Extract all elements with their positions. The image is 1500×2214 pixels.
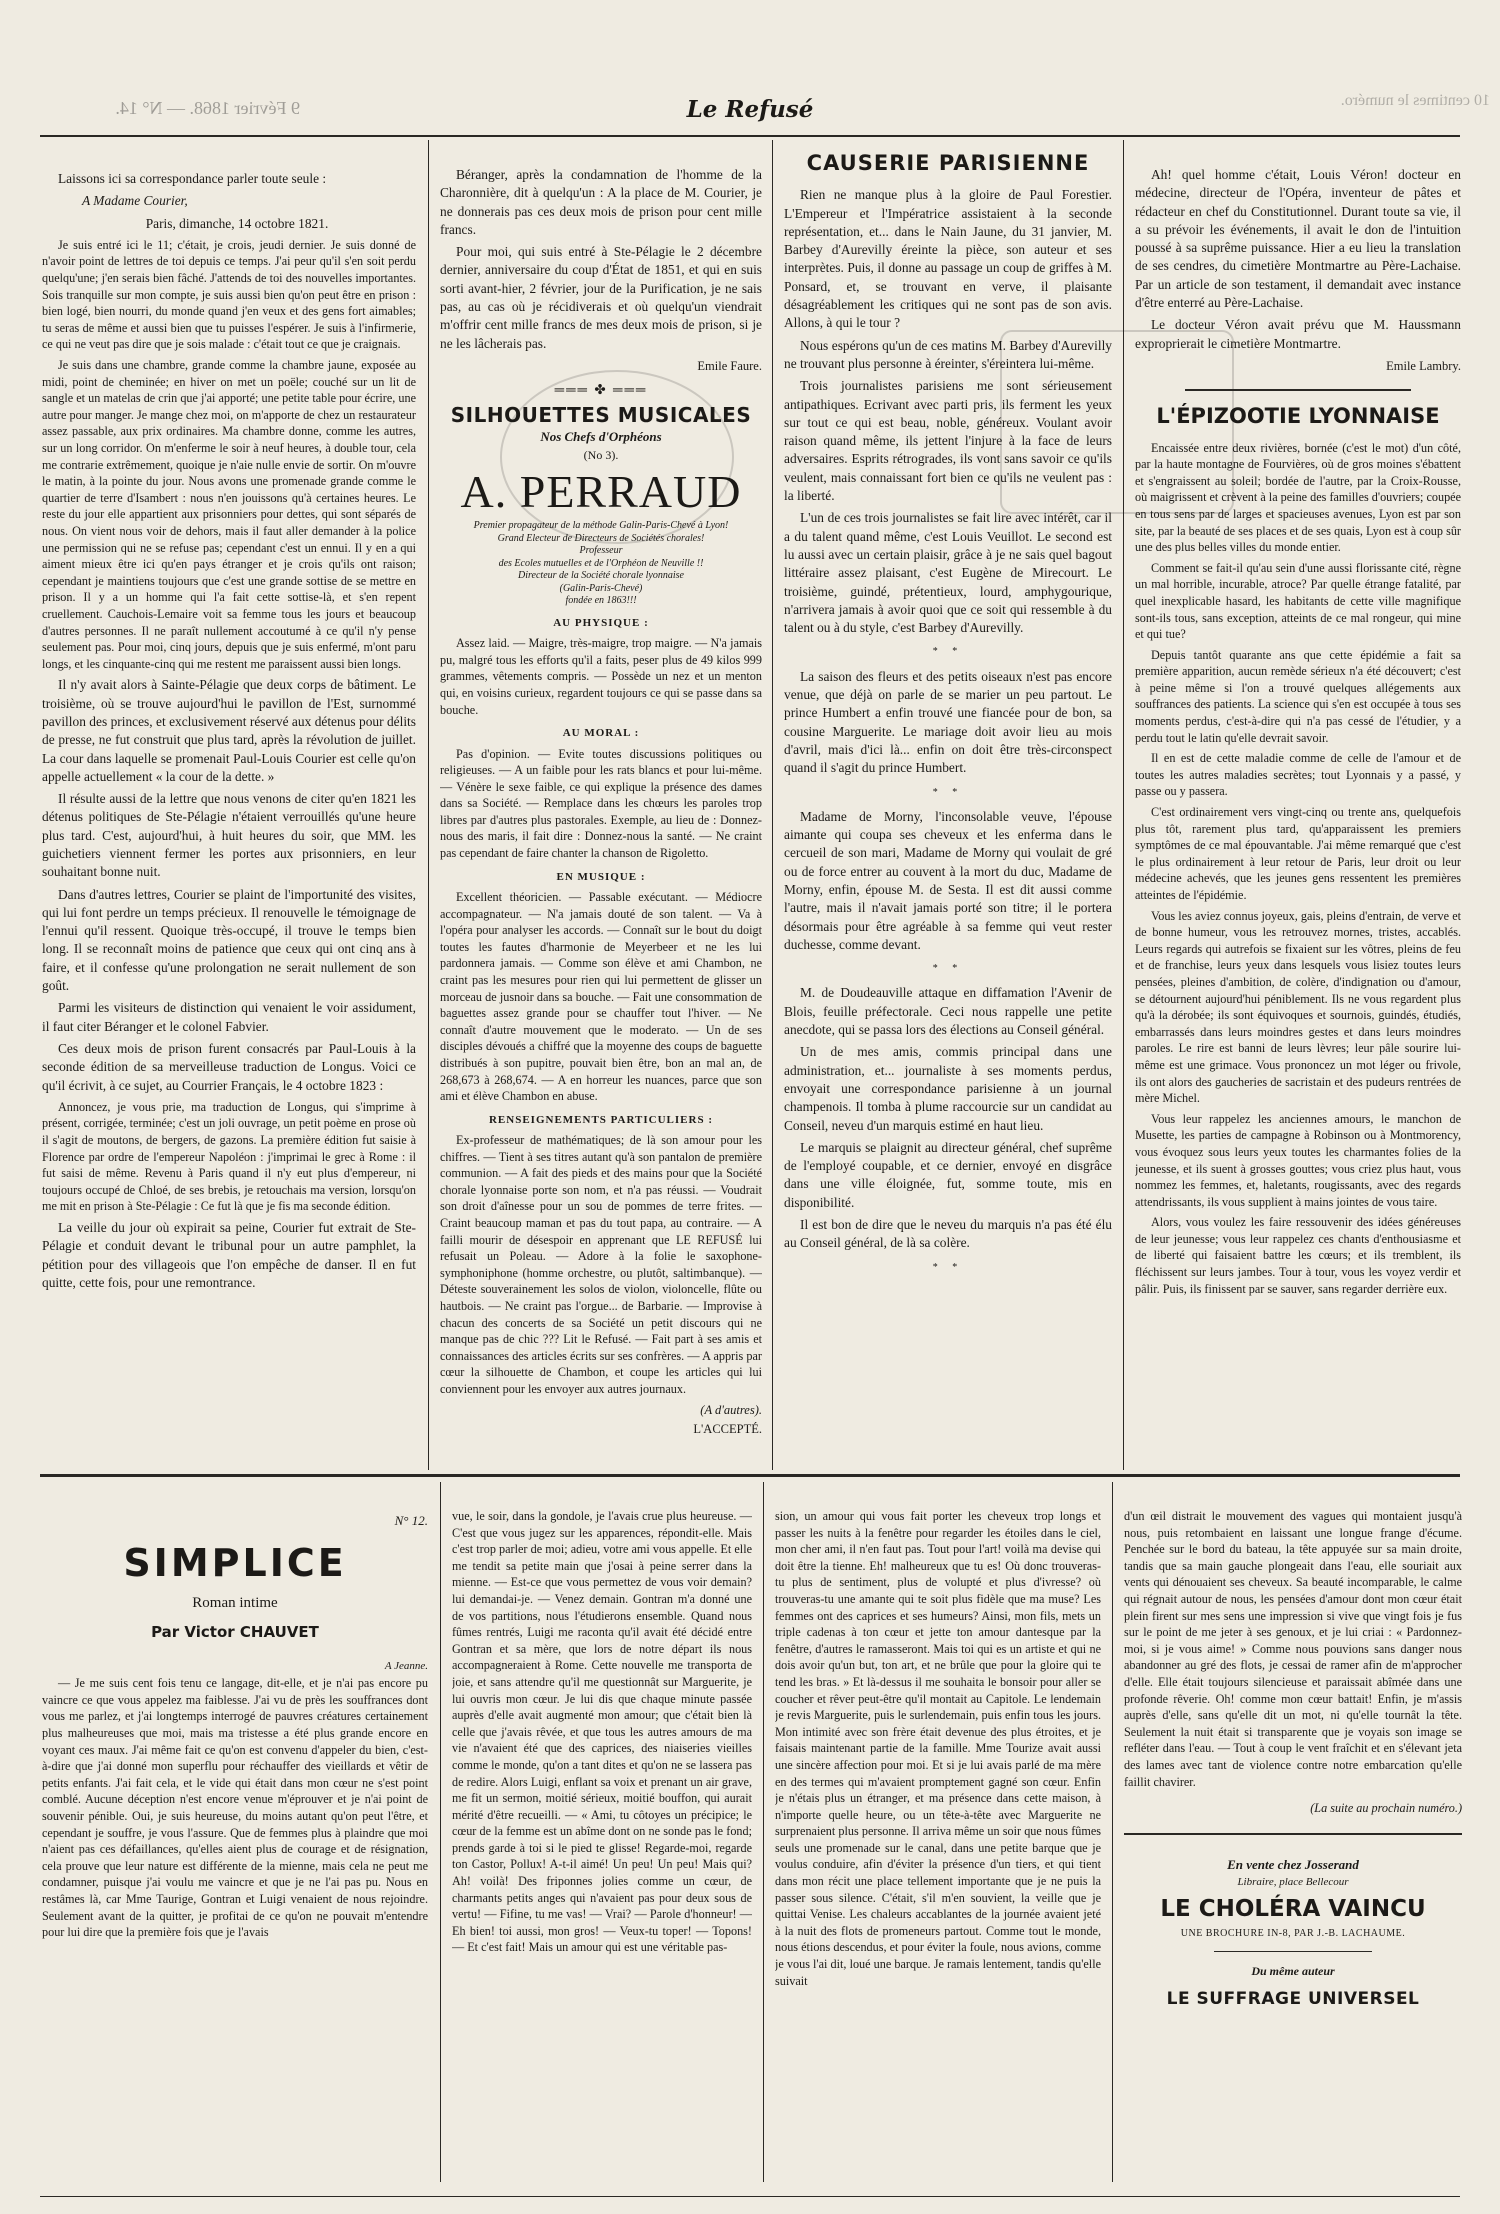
letter-dateline: Paris, dimanche, 14 octobre 1821. [145, 215, 329, 231]
signature: Emile Faure. [697, 358, 762, 373]
paragraph: Encaissée entre deux rivières, bornée (c'est le mot) d'un côté, par la haute montagne de Fourvières, où de gros moines s'ébattent et s'engraissent au soleil; bordée de l'autre, par la Croix-Rousse, où maigrissent et crèvent à la peine des familles d'ouvriers; coupée en tous sens par de larges et spacieuses avenues, Lyon est par son site, par la beauté de ses places et de ses quais, Lyon est à coup sûr une des plus belles villes du monde entier. [1135, 440, 1461, 555]
mirror-date: 9 Février 1868. — N° 14. [115, 98, 300, 118]
column-rule [1112, 1482, 1113, 2182]
novel-author: Par Victor CHAUVET [151, 1622, 319, 1641]
paragraph: Il est bon de dire que le neveu du marquis n'a pas été élu au Conseil général, de là sa colère. [784, 1217, 1112, 1251]
profile-name: A. PERRAUD [460, 466, 742, 518]
novel-subtitle: Roman intime [192, 1595, 278, 1612]
bio-line: Grand Electeur de Directeurs de Sociétés chorales! [497, 532, 705, 544]
series-number: (No 3). [583, 448, 619, 463]
ad-line: Libraire, place Bellecour [1237, 1875, 1349, 1888]
ad-title: LE SUFFRAGE UNIVERSEL [1166, 1988, 1420, 2009]
feuilleton-number: N° 12. [394, 1513, 428, 1528]
paragraph: Il résulte aussi de la lettre que nous venons de citer qu'en 1821 les détenus politiques de Ste-Pélagie n'étaient verrouillés qu'une heure plus tard. C'est, aujourd'hui, à huit heures du soir, que MM. les guichetiers viennent fermer les portes aux prisonniers, en leur souhaitant bonne nuit. [42, 791, 416, 880]
bio-line: (Galin-Paris-Chevé) [559, 582, 643, 594]
subheading: EN MUSIQUE : [556, 870, 646, 883]
paragraph: Parmi les visiteurs de distinction qui venaient le voir assidument, il faut citer Béranger et le colonel Fabvier. [42, 1000, 416, 1034]
column-1 [42, 170, 416, 1460]
section-title: CAUSERIE PARISIENNE [806, 151, 1090, 175]
ad-line: En vente chez Josserand [1227, 1856, 1359, 1872]
column-rule [440, 1482, 441, 2182]
feuilleton-rule [40, 1474, 1460, 1477]
subheading: AU PHYSIQUE : [553, 616, 649, 629]
paragraph: Pas d'opinion. — Evite toutes discussions politiques ou religieuses. — A un faible pour les rats blancs et pour lui-même. — Vénère le sexe faible, ce qui explique la présence des dames dans sa Société. — Remplace dans les chœurs les paroles trop libres par d'autres plus pastorales. Exemple, au lieu de : Donnez-nous des maris, il fait dire : Donnez-nous la santé. — Ne craint pas cependant de faire chanter la chanson de Rigoletto. [440, 746, 762, 861]
column-4 [1135, 166, 1461, 1460]
intro-line: Laissons ici sa correspondance parler toute seule : [58, 171, 327, 186]
title-rule [1185, 389, 1411, 391]
separator-stars: * * [932, 963, 964, 975]
paragraph: Nous espérons qu'un de ces matins M. Barbey d'Aurevilly ne trouvant plus personne à éreinter, s'éreintera lui-même. [784, 337, 1112, 371]
paragraph: Le marquis se plaignit au directeur général, chef suprême de l'employé coupable, et ce dernier, envoyé en disgrâce dans une ville éloignée, fut, somme toute, mis en disponibilité. [784, 1139, 1112, 1210]
paragraph: d'un œil distrait le mouvement des vagues qui montaient jusqu'à nous, puis retombaient en laissant une longue frange d'écume. Penchée sur le bord du bateau, la tête appuyée sur sa main droite, tandis que sa main gauche plongeait dans l'eau, elle souriait aux vents qui dénouaient ses cheveux. Sa beauté incomparable, le calme qui régnait autour de nous, les pensées d'amour dont mon cœur était plein firent sur mes sens une impression si vive que vingt fois je fus sur le point de me jeter à ses genoux, et je lui criai : « Pardonnez-moi, si je vous aime! » Comme nous pouvions sans danger nous abandonner au gré des flots, je cessai de ramer afin de m'approcher d'elle. Elle était toujours silencieuse et paraissait abîmée dans une profonde rêverie. Oh! comme mon cœur battait! Enfin, je m'assis auprès d'elle, sans qu'elle dit un mot, ni qu'elle tournât la tête. Seulement la nuit était si transparente que je voyais son image se refléter dans l'eau. — Tout à coup le vent fraîchit et en s'élevant jeta des lames avec tant de violence contre notre embarcation qu'elle faillit chavirer. [1124, 1509, 1462, 1789]
signature: L'ACCEPTÉ. [693, 1421, 762, 1436]
paragraph: C'est ordinairement vers vingt-cinq ou trente ans, quelquefois plus tôt, rarement plus tard, qu'apparaissent les premiers symptômes de ce mal épouvantable. J'ai même remarqué que c'est le plus ordinairement à leur retour de Paris, leur droit ou leur médecine achevés, que les jeunes gens ressentent les premières atteintes de l'épidémie. [1135, 805, 1461, 902]
paragraph: Comment se fait-il qu'au sein d'une aussi florissante cité, règne un mal horrible, incurable, atroce? Par quelle étrange fatalité, par quel inexplicable hasard, les habitants de cette ville magnifique sont-ils tous, sans exception, atteints de ce mal rongeur, qui mine et qui tue? [1135, 560, 1461, 642]
paragraph: Rien ne manque plus à la gloire de Paul Forestier. L'Empereur et l'Impératrice assistaient à la seconde représentation, et... dans le Nain Jaune, du 31 janvier, M. Barbey d'Aurevilly éreinte la pièce, son auteur et ses interprètes. Puis, il donne au passage un coup de griffes à M. Ponsard, et, se trouvant en verve, il plaisante désagréablement les critiques qui ne sont pas de son avis. Allons, à qui le tour ? [784, 187, 1112, 331]
paragraph: Un de mes amis, commis principal dans une administration, et... journaliste à ses moments perdus, envoyait une correspondance parisienne à un journal champenois. Il tomba à plume raccourcie sur un candidat au Conseil, neveu d'un marquis estimé en haut lieu. [784, 1044, 1112, 1133]
paragraph: Dans d'autres lettres, Courier se plaint de l'importunité des visites, qui lui font perdre un temps précieux. Il renouvelle le témoignage de l'ennui qu'il ressent. Quoique très-occupé, il trouve le temps bien long. Il se reconnaît moins de patience que ceux qui ont cinq ans à faire, et il confesse qu'une prolongation ne serait nullement de son goût. [42, 886, 416, 994]
paragraph: Trois journalistes parisiens me sont sérieusement antipathiques. Ecrivant avec parti pris, ils ferment les yeux sur tout ce qui est beau, noble, généreux. Voulant avoir raison quand même, ils jettent l'injure à la face de leurs adversaires. Esprits rétrogrades, ils vont sans savoir ce qu'ils veulent, mais connaissant fort bien ce qu'ils ne veulent pas : la liberté. [784, 378, 1112, 504]
column-rule [763, 1482, 764, 2182]
paragraph: Ces deux mois de prison furent consacrés par Paul-Louis à la seconde édition de sa merveilleuse traduction de Longus. Voici ce qu'il écrivit, à ce sujet, au Courrier Français, le 4 octobre 1823 : [42, 1040, 416, 1093]
column-2 [440, 166, 762, 1460]
series-title: Nos Chefs d'Orphéons [540, 428, 662, 444]
paragraph: vue, le soir, dans la gondole, je l'avais crue plus heureuse. — C'est que vous jugez sur les apparences, répondit-elle. Mais c'est trop parler de moi; adieu, votre ami vous appelle. Et elle me tendit sa petite main que j'osai à peine serrer dans la mienne. — Est-ce que vous permettez de vous voir demain? lui demandai-je. — Venez demain. Gontran m'a donné une de vos partitions, nous l'étudierons ensemble. Quand nous fûmes rentrés, Luigi me raconta qu'il avait été décidé entre Gontran et sa mère, que lors de notre départ ils nous accompagneraient à Rome. Cette nouvelle me transporta de joie, et sans attendre qu'il me questionnât sur Marguerite, je lui ouvris mon cœur. Je lui dis que chaque minute passée auprès d'elle avait augmenté mon amour; que c'était bien là celle que j'avais rêvée, et que tous les autres amours de ma vie n'avaient été que des caprices, des niaiseries vieilles comme le monde, qu'on a tant dites et qu'on ne se lassera pas de redire. Alors Luigi, enflant sa voix et prenant un air grave, me fit un sermon, moitié sérieux, moitié bouffon, qui aurait mérité d'être recueilli. — « Ami, tu côtoyes un précipice; le cœur de la femme est un abîme dont on ne sonde pas le fond; prends garde à toi si le pied te glisse! Regarde-moi, regarde ton Castor, Pollux! A-t-il aimé! Un peu! Un peu! Mais qui? Ah! voilà! Des friponnes jolies comme un cœur, de charmants petits anges qui n'avaient pas pour deux sous de vertu! — Fifine, tu me vas! — Vrai? — Parole d'honneur! — Eh bien! toi aussi, mon gros! — Veux-tu toper! — Topons! — Et c'est fait! Mais un amour qui est une véritable pas- [452, 1509, 752, 1955]
paragraph: sion, un amour qui vous fait porter les cheveux trop longs et passer les nuits à la fenêtre pour regarder les étoiles dans le ciel, mon cher ami, il n'en faut pas. Tout pour l'art! voilà ma devise qui doit être la tienne. Eh! malheureux que tu es! Où donc trouveras-tu plus de sentiment, plus de volupté et plus d'ivresse? où trouveras-tu une amante qui te soit plus fidèle que ma muse? Les femmes ont des caprices et ses humeurs? Ainsi, mon fils, mets un triple cadenas à ton cœur et jette ton amour dantesque par la fenêtre, d'autres le ramasseront. Mais toi qui es un artiste et qui ne dois avoir qu'un but, ton art, et ne brûle que pour la gloire qui te tend les bras. » Et là-dessus il me souhaita le bonsoir pour aller se coucher et rêver peut-être qu'il montait au Capitole. Le lendemain je revis Marguerite, puis le surlendemain, puis enfin tous les jours. Mon intimité avec son frère était devenue des plus étroites, et je faisais maintenant partie de la famille. Mme Tourize avait aussi une sincère affection pour moi. Et si je lui avais parlé de ma mère en des termes qui m'avaient promptement gagné son cœur. Enfin je n'étais plus un étranger, et ma présence dans cette maison, à n'importe quelle heure, ou un tête-à-tête avec Marguerite ne surprenaient plus personne. Il arriva même un soir que nous fûmes seuls une promenade sur le canal, dans une petite barque que je voulus conduire, afin d'éviter la présence d'un tiers, et qui tient dans mon récit une place tellement importante que je ne puis la passer sous silence. C'était, s'il m'en souvient, la veille que je quittai Venise. Les chaleurs accablantes de la journée avaient jeté à la nuit des flots de promeneurs partout. Comme tout le monde, nous étions descendus, et pour éviter la foule, nous avions, comme je vous l'ai dit, loué une barque. Je ramais lentement, tandis qu'elle suivait [775, 1509, 1101, 1988]
paragraph: Il n'y avait alors à Sainte-Pélagie que deux corps de bâtiment. Le troisième, où se trouve aujourd'hui le pavillon de l'Est, surnommé pavillon des princes, et exclusivement réservé aux détenus pour délits de presse, ne fut construit que plus tard, après la révolution de juillet. La cour dans laquelle se promenait Paul-Louis Courier est celle qu'on appelle actuellement « la cour de la dette. » [42, 677, 416, 784]
subheading: RENSEIGNEMENTS PARTICULIERS : [488, 1113, 713, 1126]
paragraph: Béranger, après la condamnation de l'homme de la Charonnière, dit à quelqu'un : A la place de M. Courier, je ne donnerais pas ces deux mois de prison pour cent mille francs. [440, 167, 762, 237]
paragraph: Il en est de cette maladie comme de celle de l'amour et de toutes les autres maladies secrètes; tout Lyonnais y a passé, y passe ou y passera. [1135, 751, 1461, 799]
feuilleton-column-2 [452, 1508, 752, 2202]
bio-line: Directeur de la Société chorale lyonnaise [518, 570, 684, 582]
letter-paragraph: Je suis dans une chambre, grande comme la chambre jaune, exposée au midi, point de cheminée; en hiver on met un poële; couché sur un lit de sangle et un matelas de crin que j'ai apporté; une petite table pour écrire, une autre pour manger. Je mange chez moi, on m'apporte de chez un restaurateur assez passable, aux prix ordinaires. Ma chambre donne, comme les autres, sur un long corridor. On m'enferme le soir à neuf heures, à double tour, cela me contrarie extrêmement, quoique je n'aie nulle envie de sortir. On m'ouvre le matin, à la pointe du jour. Nous avons une promenade grande comme le quartier de terre d'Isambert : nous n'en jouissons qu'à certaines heures. Le reste du jour elle appartient aux prisonniers pour dettes, qui sont séparés de nous. On vient nous voir de dehors, mais il faut aller demander à la police une permission qui ne se refuse pas; cependant c'est un ennui. Il y en a qui aiment mieux être ici qu'en pays étranger et je crois qu'ils ont raison; cependant je maintiens toujours que c'est une grande sottise de se mettre en prison. Il y a un homme qui l'a fait cette sottise-là, et s'en repent cruellement. Cauchois-Lemaire voit sa femme tous les jours et beaucoup d'autres personnes. Il ne paraît nullement accoutumé à ce qu'il n'y pense seulement pas. Pour moi, cinq jours, depuis que je suis enfermé, m'ont paru longs, et les cinquante-cinq qui me restent me paraissent aussi bien longs. [42, 358, 416, 671]
ad-title: LE CHOLÉRA VAINCU [1160, 1895, 1426, 1922]
letter-paragraph: Je suis entré ici le 11; c'était, je crois, jeudi dernier. Je suis donné de n'avoir point de lettres de toi depuis ce temps. J'ai peur qu'il s'en soit perdu quelqu'une; j'en serais bien fâché. J'attends de toi des nouvelles importantes. Sois tranquille sur mon compte, je suis aussi bien qu'on peut être en prison : bien logé, bien nourri, du monde quand j'en veux et des gens fort aimables; tu seras de même et aussi bien que tu puisses l'espérer. Je suis à l'infirmerie, ce qui ne veut pas dire que je sois malade : c'était tout ce que je craignais. [42, 237, 416, 352]
to-be-continued: (La suite au prochain numéro.) [1310, 1801, 1462, 1815]
paragraph: M. de Doudeauville attaque en diffamation l'Avenir de Blois, feuille préfectorale. Ceci nous rappelle une petite anecdote, qui se passa lors des élections au Conseil général. [784, 985, 1112, 1038]
header-rule [40, 135, 1460, 137]
paragraph: Alors, vous voulez les faire ressouvenir des idées généreuses de leur jeunesse; vous leur rappelez ces chants d'enthousiasme et de liberté qui faisaient battre les cœurs; et ils tremblent, ils fléchissent sur leurs jambes. Tour à tour, vous les voyez verdir et pâlir. Puis, ils finissent par se sauver, sans regarder derrière eux. [1135, 1215, 1461, 1296]
bio-line: des Ecoles mutuelles et de l'Orphéon de Neuville !! [498, 557, 704, 569]
letter-addressee: A Madame Courier, [82, 193, 188, 209]
paragraph: Pour moi, qui suis entré à Ste-Pélagie le 2 décembre dernier, anniversaire du coup d'État de 1851, et qui en suis sorti avant-hier, 2 février, jour de la Purification, je ne sais pas, au cas où je récidiverais et où quelqu'un viendrait m'offrir cent mille francs de mes deux mois de prison, si je ne les lâcherais pas. [440, 244, 762, 351]
novel-title: SIMPLICE [123, 1541, 347, 1586]
bio-line: fondée en 1863!!! [565, 595, 637, 607]
paragraph: Ah! quel homme c'était, Louis Véron! docteur en médecine, directeur de l'Opéra, inventeur de pâtes et rédacteur en chef du Constitutionnel. Durant toute sa vie, il a su prévoir les événements, il avait le don de l'intuition poussé à sa suprême puissance. Hier a eu lieu la translation de ses cendres, du cimetière Montmartre au Père-Lachaise. Par un article de son testament, il demandait avec instance d'être enterré au Père-Lachaise. [1135, 167, 1461, 311]
separator-stars: * * [932, 786, 964, 798]
section-title: SILHOUETTES MUSICALES [450, 402, 752, 427]
paragraph: Le docteur Véron avait prévu que M. Haussmann exproprierait le cimetière Montmartre. [1135, 317, 1461, 351]
masthead-title: Le Refusé [686, 96, 814, 123]
section-title: L'ÉPIZOOTIE LYONNAISE [1156, 404, 1440, 429]
column-rule [772, 140, 773, 1470]
separator-stars: * * [932, 1261, 964, 1273]
paragraph: Vous les aviez connus joyeux, gais, pleins d'entrain, de verve et de bonne humeur, vous les retrouvez mornes, tristes, accablés. Leurs regards qui autrefois se fixaient sur les vôtres, pleins de feu et de franchise, leurs yeux dans lesquels vous lisiez toutes leurs pensées, pleines d'ambition, de colère, d'indignation ou d'amour, se détournent aujourd'hui péniblement. Ils ne vous regardent plus qu'à la dérobée; ils sont équivoques et sournois, guindés, étudiés, embarrassés dans leurs moindres gestes et dans leurs moindres paroles. Le rire est banni de leurs lèvres; leur pâle sourire lui-même est une grimace. Vous prononcez un mot léger ou frivole, ils ont alors des gaucheries de sacristain et des pudeurs rentrées de mère Michel. [1135, 908, 1461, 1106]
signature: Emile Lambry. [1386, 358, 1461, 373]
dedication: A Jeanne. [384, 1659, 428, 1672]
paragraph: Assez laid. — Maigre, très-maigre, trop maigre. — N'a jamais pu, malgré tous les efforts qu'il a faits, peser plus de 49 kilos 999 grammes, vêtements compris. — Possède un nez et un menton qui, en voisins curieux, regardent toujours ce qui se passe dans sa bouche. [440, 636, 762, 717]
paragraph: L'un de ces trois journalistes se fait lire avec intérêt, car il a du talent quand même, c'est Louis Veuillot. Le second est lu aussi avec un certain plaisir, grâce à je ne sais quel bagout littéraire assez plaisant, c'est Eugène de Mirecourt. Le troisième, guindé, prétentieux, lourd, amphygourique, n'arrivera jamais à avoir quoi que ce soit qui ressemble à du talent ou à du style, c'est Barbey d'Aurevilly. [784, 510, 1112, 636]
ad-line: UNE BROCHURE IN-8, PAR J.-B. LACHAUME. [1180, 1927, 1406, 1939]
feuilleton-column-1 [42, 1512, 428, 2202]
paragraph: La saison des fleurs et des petits oiseaux n'est pas encore venue, que déjà on parle de se marier un peu partout. Le prince Humbert a enfin trouvé une fiancée pour de bon, sa cousine Marguerite. Le mariage doit avoir lieu au mois d'avril, mais d'ici là... enfin on doit être très-circonspect quand il s'agit du prince Humbert. [784, 668, 1112, 776]
paragraph: Ex-professeur de mathématiques; de là son amour pour les chiffres. — Tient à ses titres autant qu'à son pantalon de première communion. — A fait des pieds et des mains pour que la Société chorale lyonnaise porte son nom, et n'a pas réussi. — Voudrait son droit d'aînesse pour un sou de pommes de terre frites. — Craint beaucoup maman et pas du tout papa, au contraire. — A failli mourir de désespoir en apprenant que LE REFUSÉ lui refusait un Poleau. — Adore à la folie le saxophone-symphoniphone (homme orchestre, ou plutôt, saltimbanque). — Déteste souverainement les solos de violon, violoncelle, flûte ou hautbois. — Ne craint pas l'orgue... de Barbarie. — Improvise à chacun des concerts de sa Société un petit discours qui ne manque pas de chic ??? Lit le Refusé. — Fait part à ses amis et connaissances des articles écrits sur ses confrères. — A appris par cœur la silhouette de Chambon, et coupe les articles qui lui conviennent pour les envoyer aux autres journaux. [440, 1132, 762, 1396]
ad-rule [1124, 1833, 1462, 1835]
paragraph: Depuis tantôt quarante ans que cette épidémie a fait sa première apparition, aucun remède sérieux n'a été découvert; c'est à peine même si l'on a trouvé quelques allégements aux souffrances des patients. La science qui s'en est occupée à tous ses moments perdus, c'est-à-dire qui n'a pas cessé de l'étudier, y a perdu tout le latin qu'elle devrait savoir. [1135, 647, 1461, 745]
mirror-notice: 10 centimes le numéro. [1340, 92, 1490, 109]
paragraph: Excellent théoricien. — Passable exécutant. — Médiocre accompagnateur. — N'a jamais douté de son talent. — Va à l'opéra pour analyser les accords. — Connaît sur le bout du doigt toutes les fautes d'harmonie de Meyerbeer et ne les lui pardonnera jamais. — Comme son élève et ami Chambon, ne craint pas les mesures pour rien qui lui permettent de glisser un morceau de jusnoir dans sa bouche. — Fait une consommation de baguettes assez grande pour se chauffer tout l'hiver. — Ne connaît d'autre mouvement que le moderato. — Un de ses disciples dévoués a chiffré que la moyenne des coups de baguette distribués à son pupitre, pouvait bien être, bon an mal an, de 268,673 à 268,674. — A en horreur les nuances, parce que son ami et élève Chambon en abuse. [440, 889, 762, 1104]
paragraph: Vous leur rappelez les anciennes amours, le manchon de Musette, les parties de campagne à Robinson ou à Montmorency, vous évoquez sous leurs yeux toutes les charmantes folies de la jeunesse, et ils suent à grosses gouttes; vous criez plus haut, vous nommez les femmes, et, haletants, rougissants, avec des regards attendrissants, ils vous supplient à mains jointes de vous taire. [1135, 1111, 1461, 1209]
ornament-divider: ═══ ✤ ═══ [554, 382, 648, 398]
signature: (A d'autres). [700, 1403, 762, 1418]
separator-stars: * * [932, 646, 964, 658]
paragraph: Madame de Morny, l'inconsolable veuve, l'épouse aimante qui coupa ses cheveux et les enferma dans le cercueil de son mari, Madame de Morny qui voulait de gré ou de force entrer au couvent à la mort du duc, Madame de Morny, enfin, épouse M. de Sesta. Il est dit aussi comme l'autre, mais il n'avait jamais porté son titre; il le portera désormais pour être agréable à sa femme qui veut rester duchesse, comme devant. [784, 808, 1112, 952]
subheading: AU MORAL : [562, 727, 640, 740]
bio-line: Premier propagateur de la méthode Galin-Paris-Chevé à Lyon! [473, 520, 729, 532]
ad-line: Du même auteur [1251, 1963, 1335, 1978]
paragraph: La veille du jour où expirait sa peine, Courier fut extrait de Ste-Pélagie et conduit devant le tribunal pour un autre pamphlet, la pétition pour des villageois que l'on empêche de danser. Il en fut quitte, cette fois, pour une remontrance. [42, 1220, 416, 1290]
column-3 [784, 150, 1112, 1460]
column-rule [428, 140, 429, 1470]
feuilleton-column-3 [775, 1508, 1101, 2202]
bio-line: Professeur [579, 545, 623, 557]
advertisement [1124, 1857, 1462, 2009]
feuilleton-column-4 [1124, 1508, 1462, 2202]
ad-divider [1214, 1951, 1372, 1952]
quoted-letter: Annoncez, je vous prie, ma traduction de Longus, qui s'imprime à présent, corrigée, terminée; c'est un joli ouvrage, un petit poème en prose où il s'agit de moutons, de bergers, de gazons. La première édition fut saisie à Florence par ordre de l'empereur Napoléon : j'imprimai le grec à Rome : il fut saisi de même. Revenu à Paris quand il n'y eut plus d'empereur, ni toujours occupé de Chloé, de ses brebis, je retouchais ma version, lorsqu'on me mit en prison à Ste-Pélagie : Ce fut là que je fis ma seconde édition. [42, 1099, 416, 1214]
bottom-rule [40, 2196, 1460, 2197]
paragraph: — Je me suis cent fois tenu ce langage, dit-elle, et je n'ai pas encore pu vaincre ce que vous appelez ma faiblesse. J'ai vu de près les souffrances dont vous me parlez, et j'ai longtemps interrogé de pauvres créatures certainement plus malheureuses que moi, mais ma tristesse a été plus grande encore en voyant ces maux. J'ai même fait ce qu'on est convenu d'appeler du bien, c'est-à-dire que j'ai donné mon superflu pour réchauffer des vieillards et vêtir de petits enfants. J'ai fait cela, et le vide qui était dans mon cœur ne s'est point comblé. Aucune déception n'est encore venue m'éprouver et je n'ai point de souvenir pénible. Oui, je suis heureuse, du moins autant qu'on peut l'être, et cependant je souffre, je vous l'assure. Que de femmes plus à plaindre que moi n'aient pas ces défaillances, qu'elles aient plus de courage et de résignation, cela prouve que leur nature est différente de la mienne, mais cela ne peut me condamner, puisque j'ai voulu me vaincre et que je ne l'ai pas pu. Nous en restâmes là, car Mme Taurige, Gontran et Luigi venaient de nous rejoindre. Seulement avant de la quitter, je profitai de ce qu'on ne pouvait m'entendre pour lui dire que la première fois que je l'avais [42, 1676, 428, 1940]
